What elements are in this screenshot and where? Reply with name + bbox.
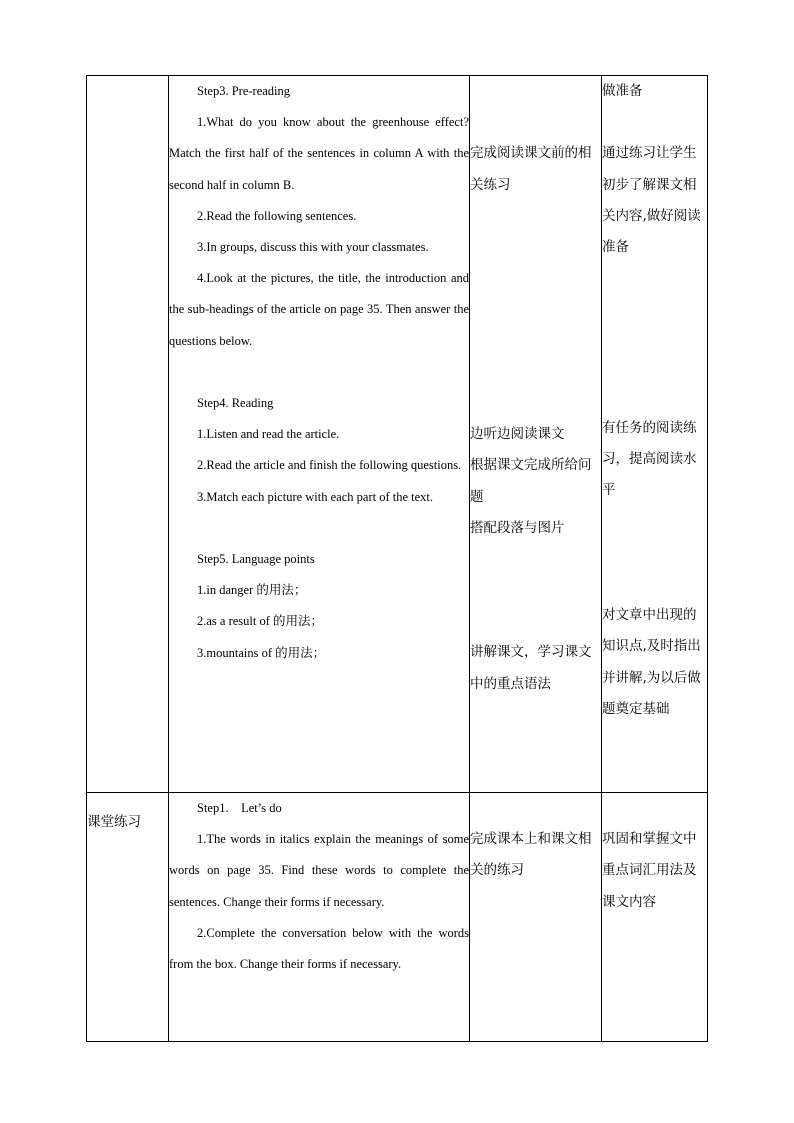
purpose-cell	[602, 76, 708, 793]
blank-line	[470, 575, 601, 606]
step-item: 2.as a result of 的用法；	[197, 614, 324, 629]
lesson-plan-table	[86, 75, 708, 1042]
blank-line	[470, 544, 601, 575]
student-activity-cell	[470, 76, 602, 793]
student-activity: 完成阅读课文前的相关练习	[470, 145, 592, 193]
category-cell	[87, 793, 169, 1042]
step-item: 3.In groups, discuss this with your classmates.	[197, 240, 429, 255]
student-activity: 完成课本上和课文相关的练习	[470, 831, 592, 879]
step-item: 4.Look at the pictures, the title, the introduction and the sub-headings of the article on page 35. Then answer the questions below.	[169, 271, 469, 348]
step-item: 1.The words in italics explain the meanings of some words on page 35. Find these words to complete the sentences. Change their forms if necessary.	[169, 832, 469, 909]
category-cell	[87, 76, 169, 793]
step-item: 3.mountains of 的用法；	[197, 645, 326, 660]
purpose-text: 有任务的阅读练习，提高阅读水平	[602, 419, 697, 499]
blank-line	[602, 538, 707, 569]
step-item: 2.Read the article and finish the following questions.	[197, 458, 462, 473]
student-activity: 根据课文完成所给问题	[470, 457, 592, 505]
blank-line	[470, 606, 601, 637]
step-title: Step3. Pre-reading	[197, 84, 291, 98]
step-title: Step4. Reading	[197, 396, 274, 411]
step-title: Step1. Let’s do	[197, 801, 282, 815]
step-item: 2.Complete the conversation below with the words from the box. Change their forms if necessary.	[169, 925, 469, 972]
blank-line	[470, 201, 601, 232]
step-item: 1.Listen and read the article.	[197, 427, 340, 442]
purpose-text: 对文章中出现的知识点,及时指出并讲解,为以后做题奠定基础	[602, 607, 701, 717]
blank-line	[470, 326, 601, 357]
blank-line	[470, 263, 601, 294]
table-row	[87, 76, 708, 793]
purpose-cell	[602, 793, 708, 1042]
blank-line	[470, 357, 601, 388]
blank-line	[602, 294, 707, 325]
category-label: 课堂练习	[87, 813, 141, 830]
activity-cell	[169, 76, 470, 793]
student-activity: 讲解课文，学习课文中的重点语法	[470, 644, 592, 692]
blank-line	[602, 357, 707, 388]
blank-line	[602, 326, 707, 357]
blank-line	[602, 388, 707, 413]
step-item: 2.Read the following sentences.	[197, 208, 357, 223]
blank-line	[169, 357, 469, 388]
table-row	[87, 793, 708, 1042]
blank-line	[470, 388, 601, 419]
blank-line	[470, 232, 601, 263]
blank-line	[602, 793, 707, 824]
blank-line	[470, 793, 601, 824]
step-item: 3.Match each picture with each part of the text.	[197, 489, 434, 504]
blank-line	[470, 76, 601, 107]
student-activity-cell	[470, 793, 602, 1042]
student-activity: 边听边阅读课文	[470, 426, 565, 443]
step-item: 1.What do you know about the greenhouse effect? Match the first half of the sentences in column A with the second half in column B.	[169, 115, 469, 192]
purpose-text: 巩固和掌握文中重点词汇用法及课文内容	[602, 831, 697, 910]
blank-line	[602, 263, 707, 294]
blank-line	[169, 513, 469, 544]
activity-cell	[169, 793, 470, 1042]
purpose-text: 做准备	[602, 83, 643, 99]
step-item: 1.in danger 的用法；	[197, 583, 307, 598]
blank-line	[602, 569, 707, 600]
blank-line	[470, 107, 601, 138]
blank-line	[602, 507, 707, 538]
student-activity: 搭配段落与图片	[470, 519, 565, 536]
blank-line	[602, 107, 707, 138]
blank-line	[470, 294, 601, 325]
purpose-text: 通过练习让学生初步了解课文相关内容,做好阅读准备	[602, 145, 701, 255]
step-title: Step5. Language points	[197, 552, 315, 567]
